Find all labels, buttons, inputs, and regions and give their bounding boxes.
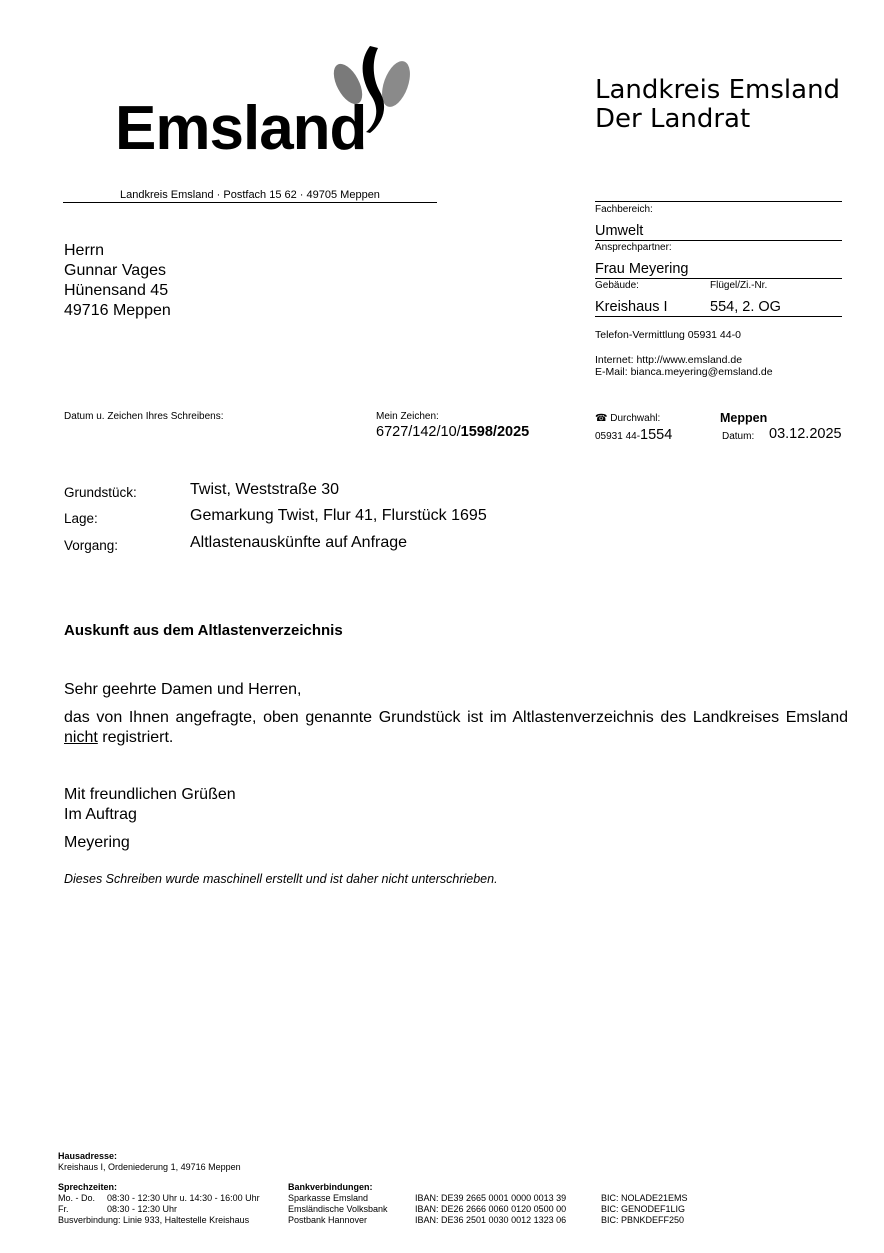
footer-sprechzeiten bbox=[58, 1182, 283, 1226]
footer-bank-row bbox=[288, 1193, 708, 1204]
body-text-end: registriert. bbox=[97, 729, 174, 746]
footer-bank-name: Emsländische Volksbank bbox=[288, 1204, 388, 1214]
telefon-vermittlung: Telefon-Vermittlung 05931 44-0 bbox=[595, 329, 741, 341]
grundstueck-label: Grundstück: bbox=[64, 485, 137, 500]
zimmer-value: 554, 2. OG bbox=[710, 299, 781, 315]
footer-bank-bic: BIC: PBNKDEFF250 bbox=[601, 1215, 685, 1225]
fachbereich-value: Umwelt bbox=[595, 223, 842, 241]
datum-value: 03.12.2025 bbox=[769, 426, 842, 442]
signer-name: Meyering bbox=[64, 834, 130, 851]
mein-zeichen-prefix: 6727/142/10/ bbox=[376, 424, 461, 440]
footer-sprech-time: 08:30 - 12:30 Uhr bbox=[107, 1204, 178, 1214]
ansprechpartner-value: Frau Meyering bbox=[595, 261, 842, 279]
footer-bank-row bbox=[288, 1215, 708, 1226]
internet-link[interactable]: Internet: http://www.emsland.de bbox=[595, 354, 743, 366]
durchwahl-value bbox=[595, 426, 672, 444]
footer-sprech-time: 08:30 - 12:30 Uhr u. 14:30 - 16:00 Uhr bbox=[107, 1193, 260, 1203]
sender-line: Landkreis Emsland · Postfach 15 62 · 49705 Meppen bbox=[63, 189, 437, 203]
footer-bank-iban: IBAN: DE26 2666 0060 0120 0500 00 bbox=[415, 1204, 567, 1214]
ihr-zeichen-label: Datum u. Zeichen Ihres Schreibens: bbox=[64, 411, 224, 422]
durchwahl-prefix: 05931 44- bbox=[595, 431, 641, 442]
footer-bank-label: Bankverbindungen: bbox=[288, 1182, 373, 1192]
footer-sprech-day: Mo. - Do. bbox=[58, 1193, 96, 1203]
footer-banks bbox=[288, 1182, 708, 1226]
fachbereich-label: Fachbereich: bbox=[595, 204, 653, 215]
body-text-start: das von Ihnen angefragte, oben genannte Grundstück ist im Altlastenverzeichnis des Landkreises Emsland bbox=[64, 709, 848, 726]
closing-greeting: Mit freundlichen Grüßen bbox=[64, 786, 236, 803]
mein-zeichen-label: Mein Zeichen: bbox=[376, 411, 439, 422]
org-line2: Der Landrat bbox=[595, 104, 751, 135]
vorgang-value: Altlastenauskünfte auf Anfrage bbox=[190, 534, 408, 551]
org-line1: Landkreis Emsland bbox=[595, 75, 841, 105]
recipient-line: 49716 Meppen bbox=[64, 302, 171, 319]
city: Meppen bbox=[720, 411, 768, 425]
mein-zeichen-value bbox=[376, 424, 529, 440]
footer-address bbox=[58, 1151, 241, 1173]
recipient-address bbox=[64, 241, 171, 321]
datum-label: Datum: bbox=[722, 431, 755, 442]
footer-haus-value: Kreishaus I, Ordeniederung 1, 49716 Meppen bbox=[58, 1162, 241, 1172]
footer-bank-name: Sparkasse Emsland bbox=[288, 1193, 369, 1203]
footer-bank-iban: IBAN: DE36 2501 0030 0012 1323 06 bbox=[415, 1215, 567, 1225]
emsland-logo-icon bbox=[330, 42, 412, 134]
durchwahl-label: ☎ Durchwahl: bbox=[595, 413, 661, 424]
emsland-logo-wordmark: Emsland bbox=[115, 94, 367, 163]
footer-bank-name: Postbank Hannover bbox=[288, 1215, 368, 1225]
lage-label: Lage: bbox=[64, 511, 98, 526]
vorgang-label: Vorgang: bbox=[64, 538, 119, 553]
gebaeude-label: Gebäude: bbox=[595, 280, 639, 291]
salutation: Sehr geehrte Damen und Herren, bbox=[64, 681, 302, 698]
footer-bank-bic: BIC: NOLADE21EMS bbox=[601, 1193, 688, 1203]
footer-sprech-day: Fr. bbox=[58, 1204, 69, 1214]
gebaeude-value: Kreishaus I bbox=[595, 299, 668, 315]
grundstueck-value: Twist, Weststraße 30 bbox=[190, 481, 340, 498]
contact-top-rule bbox=[595, 201, 842, 202]
machine-note: Dieses Schreiben wurde maschinell erstellt und ist daher nicht unterschrieben. bbox=[64, 872, 498, 886]
body-text-underlined: nicht bbox=[64, 729, 98, 746]
email-link[interactable]: E-Mail: bianca.meyering@emsland.de bbox=[595, 366, 773, 378]
footer-sprech-label: Sprechzeiten: bbox=[58, 1182, 118, 1192]
fluegel-label: Flügel/Zi.-Nr. bbox=[710, 280, 768, 291]
subject-title: Auskunft aus dem Altlastenverzeichnis bbox=[64, 622, 343, 639]
gebaeude-row bbox=[595, 299, 842, 317]
footer-bus: Busverbindung: Linie 933, Haltestelle Kreishaus bbox=[58, 1215, 250, 1225]
recipient-line: Herrn bbox=[64, 242, 105, 259]
footer-bank-row bbox=[288, 1204, 708, 1215]
ansprechpartner-label: Ansprechpartner: bbox=[595, 242, 672, 253]
footer-bank-iban: IBAN: DE39 2665 0001 0000 0013 39 bbox=[415, 1193, 567, 1203]
durchwahl-number: 1554 bbox=[640, 427, 673, 443]
lage-value: Gemarkung Twist, Flur 41, Flurstück 1695 bbox=[190, 507, 487, 524]
footer-sprech-row bbox=[58, 1193, 283, 1204]
footer-sprech-row bbox=[58, 1204, 283, 1215]
mein-zeichen-bold: 1598/2025 bbox=[460, 424, 530, 440]
body-paragraph bbox=[64, 708, 848, 748]
closing-auftrag: Im Auftrag bbox=[64, 806, 137, 823]
recipient-line: Gunnar Vages bbox=[64, 262, 166, 279]
footer-haus-label: Hausadresse: bbox=[58, 1151, 118, 1161]
footer-bank-bic: BIC: GENODEF1LIG bbox=[601, 1204, 686, 1214]
organization-title bbox=[595, 76, 840, 134]
recipient-line: Hünensand 45 bbox=[64, 282, 169, 299]
